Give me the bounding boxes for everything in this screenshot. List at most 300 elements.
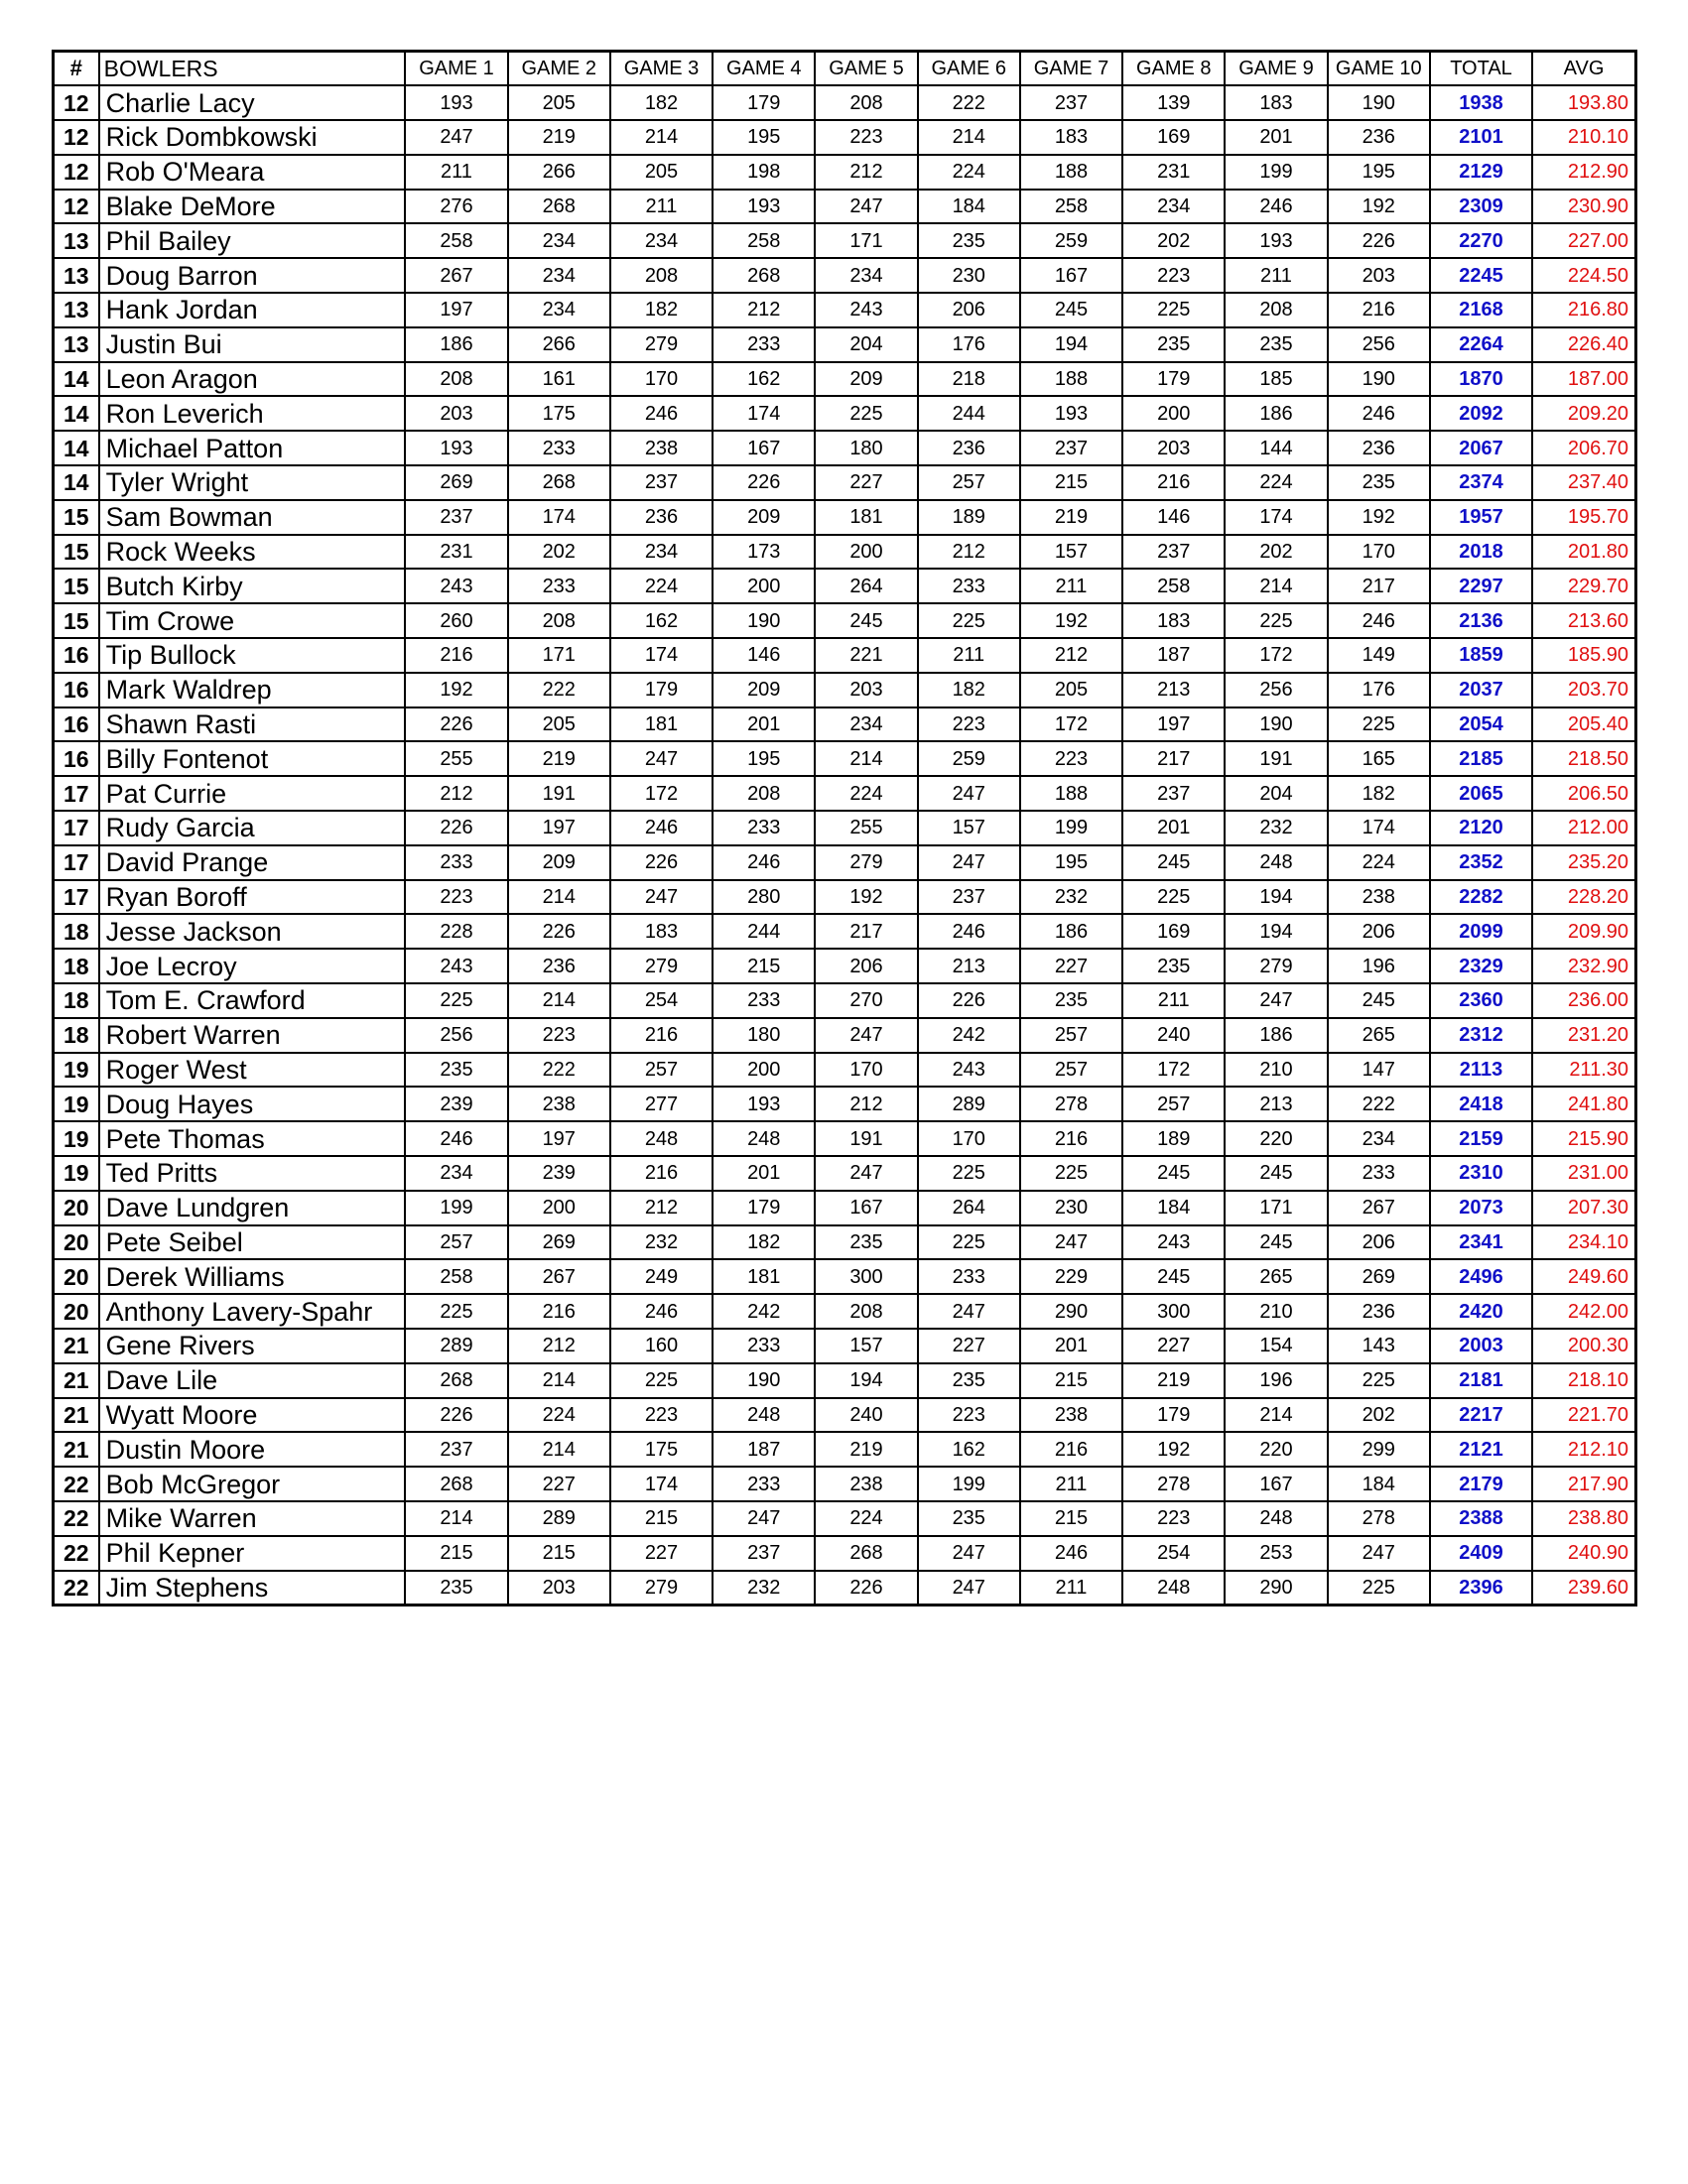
game-10-score: 235 xyxy=(1328,465,1430,500)
game-9-score: 210 xyxy=(1225,1294,1327,1329)
game-1-score: 256 xyxy=(405,1018,507,1053)
header-total: TOTAL xyxy=(1430,52,1532,86)
table-row xyxy=(54,880,1636,915)
game-1-score: 289 xyxy=(405,1329,507,1363)
total-score: 2341 xyxy=(1430,1225,1532,1260)
total-score: 2329 xyxy=(1430,949,1532,983)
game-9-score: 167 xyxy=(1225,1467,1327,1501)
game-9-score: 194 xyxy=(1225,914,1327,949)
table-row xyxy=(54,1363,1636,1398)
game-7-score: 229 xyxy=(1020,1259,1122,1294)
bowler-name: Rob O'Meara xyxy=(99,155,406,190)
average-score: 212.00 xyxy=(1532,811,1635,845)
average-score: 193.80 xyxy=(1532,85,1635,120)
game-2-score: 171 xyxy=(508,638,610,673)
header-row xyxy=(54,52,1636,86)
game-4-score: 181 xyxy=(713,1259,815,1294)
average-score: 236.00 xyxy=(1532,983,1635,1018)
game-9-score: 235 xyxy=(1225,327,1327,362)
game-9-score: 245 xyxy=(1225,1156,1327,1191)
average-score: 201.80 xyxy=(1532,535,1635,570)
game-8-score: 219 xyxy=(1122,1363,1225,1398)
table-row xyxy=(54,1156,1636,1191)
game-5-score: 209 xyxy=(815,362,917,397)
game-5-score: 223 xyxy=(815,120,917,155)
game-7-score: 257 xyxy=(1020,1053,1122,1088)
game-5-score: 235 xyxy=(815,1225,917,1260)
total-score: 2282 xyxy=(1430,880,1532,915)
average-score: 211.30 xyxy=(1532,1053,1635,1088)
game-7-score: 188 xyxy=(1020,155,1122,190)
game-5-score: 268 xyxy=(815,1536,917,1571)
game-3-score: 215 xyxy=(610,1501,713,1536)
game-9-score: 214 xyxy=(1225,1398,1327,1433)
game-6-score: 176 xyxy=(918,327,1020,362)
total-score: 2420 xyxy=(1430,1294,1532,1329)
game-3-score: 234 xyxy=(610,223,713,258)
game-3-score: 216 xyxy=(610,1018,713,1053)
header-bowlers: BOWLERS xyxy=(99,52,406,86)
game-4-score: 246 xyxy=(713,845,815,880)
game-6-score: 223 xyxy=(918,1398,1020,1433)
game-3-score: 183 xyxy=(610,914,713,949)
table-row xyxy=(54,223,1636,258)
total-score: 2120 xyxy=(1430,811,1532,845)
game-5-score: 203 xyxy=(815,673,917,707)
table-row xyxy=(54,190,1636,224)
game-4-score: 233 xyxy=(713,811,815,845)
game-2-score: 222 xyxy=(508,1053,610,1088)
bowler-name: Ted Pritts xyxy=(99,1156,406,1191)
game-1-score: 203 xyxy=(405,396,507,431)
game-4-score: 258 xyxy=(713,223,815,258)
game-8-score: 245 xyxy=(1122,1156,1225,1191)
row-number: 16 xyxy=(54,638,99,673)
game-2-score: 222 xyxy=(508,673,610,707)
game-6-score: 247 xyxy=(918,1294,1020,1329)
table-row xyxy=(54,1467,1636,1501)
game-2-score: 214 xyxy=(508,880,610,915)
game-10-score: 236 xyxy=(1328,1294,1430,1329)
game-8-score: 278 xyxy=(1122,1467,1225,1501)
game-8-score: 139 xyxy=(1122,85,1225,120)
game-7-score: 238 xyxy=(1020,1398,1122,1433)
game-6-score: 157 xyxy=(918,811,1020,845)
row-number: 19 xyxy=(54,1156,99,1191)
total-score: 2185 xyxy=(1430,741,1532,776)
total-score: 2409 xyxy=(1430,1536,1532,1571)
game-8-score: 300 xyxy=(1122,1294,1225,1329)
total-score: 2003 xyxy=(1430,1329,1532,1363)
bowler-name: Ryan Boroff xyxy=(99,880,406,915)
table-row xyxy=(54,949,1636,983)
table-row xyxy=(54,535,1636,570)
game-3-score: 237 xyxy=(610,465,713,500)
game-7-score: 219 xyxy=(1020,500,1122,535)
game-4-score: 208 xyxy=(713,776,815,811)
game-8-score: 202 xyxy=(1122,223,1225,258)
game-9-score: 279 xyxy=(1225,949,1327,983)
game-7-score: 211 xyxy=(1020,1571,1122,1606)
header-game-8: GAME 8 xyxy=(1122,52,1225,86)
game-3-score: 236 xyxy=(610,500,713,535)
game-5-score: 247 xyxy=(815,1018,917,1053)
row-number: 18 xyxy=(54,1018,99,1053)
total-score: 2037 xyxy=(1430,673,1532,707)
game-5-score: 234 xyxy=(815,258,917,293)
game-8-score: 169 xyxy=(1122,120,1225,155)
total-score: 2101 xyxy=(1430,120,1532,155)
game-8-score: 245 xyxy=(1122,845,1225,880)
total-score: 1870 xyxy=(1430,362,1532,397)
average-score: 195.70 xyxy=(1532,500,1635,535)
game-4-score: 198 xyxy=(713,155,815,190)
game-9-score: 232 xyxy=(1225,811,1327,845)
bowler-name: Pete Thomas xyxy=(99,1121,406,1156)
game-8-score: 235 xyxy=(1122,949,1225,983)
game-9-score: 186 xyxy=(1225,396,1327,431)
game-3-score: 174 xyxy=(610,1467,713,1501)
bowler-name: Tom E. Crawford xyxy=(99,983,406,1018)
bowler-name: Wyatt Moore xyxy=(99,1398,406,1433)
game-10-score: 246 xyxy=(1328,396,1430,431)
game-5-score: 192 xyxy=(815,880,917,915)
average-score: 238.80 xyxy=(1532,1501,1635,1536)
bowler-name: Joe Lecroy xyxy=(99,949,406,983)
game-9-score: 194 xyxy=(1225,880,1327,915)
total-score: 1957 xyxy=(1430,500,1532,535)
game-1-score: 226 xyxy=(405,1398,507,1433)
total-score: 2374 xyxy=(1430,465,1532,500)
bowler-name: Pete Seibel xyxy=(99,1225,406,1260)
game-9-score: 172 xyxy=(1225,638,1327,673)
game-10-score: 238 xyxy=(1328,880,1430,915)
row-number: 16 xyxy=(54,673,99,707)
table-row xyxy=(54,1571,1636,1606)
table-row xyxy=(54,776,1636,811)
row-number: 17 xyxy=(54,880,99,915)
game-9-score: 191 xyxy=(1225,741,1327,776)
game-1-score: 223 xyxy=(405,880,507,915)
bowler-name: Dustin Moore xyxy=(99,1432,406,1467)
game-3-score: 247 xyxy=(610,741,713,776)
bowler-name: Ron Leverich xyxy=(99,396,406,431)
average-score: 200.30 xyxy=(1532,1329,1635,1363)
game-4-score: 200 xyxy=(713,1053,815,1088)
table-row xyxy=(54,465,1636,500)
game-5-score: 191 xyxy=(815,1121,917,1156)
game-8-score: 203 xyxy=(1122,431,1225,465)
average-score: 218.50 xyxy=(1532,741,1635,776)
bowler-name: Justin Bui xyxy=(99,327,406,362)
table-row xyxy=(54,293,1636,327)
game-10-score: 203 xyxy=(1328,258,1430,293)
game-9-score: 248 xyxy=(1225,1501,1327,1536)
game-3-score: 205 xyxy=(610,155,713,190)
bowler-name: Michael Patton xyxy=(99,431,406,465)
game-5-score: 157 xyxy=(815,1329,917,1363)
bowler-name: Roger West xyxy=(99,1053,406,1088)
game-8-score: 172 xyxy=(1122,1053,1225,1088)
game-4-score: 237 xyxy=(713,1536,815,1571)
game-6-score: 225 xyxy=(918,1156,1020,1191)
game-10-score: 190 xyxy=(1328,85,1430,120)
game-3-score: 214 xyxy=(610,120,713,155)
table-row xyxy=(54,603,1636,638)
bowler-name: Anthony Lavery-Spahr xyxy=(99,1294,406,1329)
game-3-score: 223 xyxy=(610,1398,713,1433)
game-4-score: 233 xyxy=(713,1329,815,1363)
bowler-name: Sam Bowman xyxy=(99,500,406,535)
game-5-score: 212 xyxy=(815,155,917,190)
game-4-score: 195 xyxy=(713,120,815,155)
game-5-score: 194 xyxy=(815,1363,917,1398)
game-5-score: 221 xyxy=(815,638,917,673)
game-8-score: 179 xyxy=(1122,362,1225,397)
game-2-score: 239 xyxy=(508,1156,610,1191)
game-9-score: 183 xyxy=(1225,85,1327,120)
game-3-score: 208 xyxy=(610,258,713,293)
game-5-score: 204 xyxy=(815,327,917,362)
total-score: 2179 xyxy=(1430,1467,1532,1501)
average-score: 230.90 xyxy=(1532,190,1635,224)
game-8-score: 258 xyxy=(1122,569,1225,603)
game-8-score: 237 xyxy=(1122,776,1225,811)
game-8-score: 254 xyxy=(1122,1536,1225,1571)
game-5-score: 167 xyxy=(815,1191,917,1225)
average-score: 249.60 xyxy=(1532,1259,1635,1294)
game-3-score: 182 xyxy=(610,85,713,120)
game-10-score: 245 xyxy=(1328,983,1430,1018)
game-3-score: 182 xyxy=(610,293,713,327)
table-row xyxy=(54,914,1636,949)
row-number: 13 xyxy=(54,327,99,362)
row-number: 16 xyxy=(54,741,99,776)
game-5-score: 219 xyxy=(815,1432,917,1467)
table-row xyxy=(54,258,1636,293)
total-score: 1938 xyxy=(1430,85,1532,120)
game-7-score: 188 xyxy=(1020,362,1122,397)
row-number: 13 xyxy=(54,293,99,327)
game-2-score: 238 xyxy=(508,1087,610,1121)
total-score: 2217 xyxy=(1430,1398,1532,1433)
game-3-score: 246 xyxy=(610,811,713,845)
game-10-score: 192 xyxy=(1328,500,1430,535)
game-5-score: 212 xyxy=(815,1087,917,1121)
game-5-score: 247 xyxy=(815,190,917,224)
game-7-score: 215 xyxy=(1020,465,1122,500)
game-10-score: 195 xyxy=(1328,155,1430,190)
game-10-score: 216 xyxy=(1328,293,1430,327)
row-number: 21 xyxy=(54,1329,99,1363)
game-9-score: 154 xyxy=(1225,1329,1327,1363)
game-2-score: 234 xyxy=(508,258,610,293)
game-10-score: 225 xyxy=(1328,1363,1430,1398)
game-6-score: 247 xyxy=(918,1536,1020,1571)
game-9-score: 246 xyxy=(1225,190,1327,224)
average-score: 213.60 xyxy=(1532,603,1635,638)
game-4-score: 244 xyxy=(713,914,815,949)
total-score: 2270 xyxy=(1430,223,1532,258)
game-6-score: 225 xyxy=(918,1225,1020,1260)
average-score: 227.00 xyxy=(1532,223,1635,258)
game-7-score: 278 xyxy=(1020,1087,1122,1121)
row-number: 21 xyxy=(54,1363,99,1398)
table-row xyxy=(54,1536,1636,1571)
game-1-score: 233 xyxy=(405,845,507,880)
average-score: 232.90 xyxy=(1532,949,1635,983)
average-score: 205.40 xyxy=(1532,707,1635,742)
average-score: 239.60 xyxy=(1532,1571,1635,1606)
table-row xyxy=(54,120,1636,155)
game-1-score: 235 xyxy=(405,1571,507,1606)
game-7-score: 193 xyxy=(1020,396,1122,431)
bowler-name: Dave Lile xyxy=(99,1363,406,1398)
game-9-score: 245 xyxy=(1225,1225,1327,1260)
game-7-score: 258 xyxy=(1020,190,1122,224)
game-4-score: 247 xyxy=(713,1501,815,1536)
game-7-score: 183 xyxy=(1020,120,1122,155)
game-2-score: 236 xyxy=(508,949,610,983)
game-8-score: 192 xyxy=(1122,1432,1225,1467)
game-7-score: 172 xyxy=(1020,707,1122,742)
game-6-score: 244 xyxy=(918,396,1020,431)
game-4-score: 242 xyxy=(713,1294,815,1329)
game-2-score: 219 xyxy=(508,120,610,155)
table-row xyxy=(54,1294,1636,1329)
game-5-score: 227 xyxy=(815,465,917,500)
row-number: 14 xyxy=(54,465,99,500)
game-7-score: 247 xyxy=(1020,1225,1122,1260)
game-2-score: 200 xyxy=(508,1191,610,1225)
game-6-score: 189 xyxy=(918,500,1020,535)
game-4-score: 187 xyxy=(713,1432,815,1467)
game-3-score: 279 xyxy=(610,1571,713,1606)
game-3-score: 248 xyxy=(610,1121,713,1156)
game-8-score: 235 xyxy=(1122,327,1225,362)
game-10-score: 265 xyxy=(1328,1018,1430,1053)
game-4-score: 195 xyxy=(713,741,815,776)
game-9-score: 248 xyxy=(1225,845,1327,880)
bowler-name: Butch Kirby xyxy=(99,569,406,603)
game-3-score: 227 xyxy=(610,1536,713,1571)
row-number: 20 xyxy=(54,1294,99,1329)
row-number: 19 xyxy=(54,1053,99,1088)
row-number: 18 xyxy=(54,983,99,1018)
game-2-score: 227 xyxy=(508,1467,610,1501)
average-score: 228.20 xyxy=(1532,880,1635,915)
game-5-score: 270 xyxy=(815,983,917,1018)
game-5-score: 300 xyxy=(815,1259,917,1294)
table-row xyxy=(54,1225,1636,1260)
game-5-score: 170 xyxy=(815,1053,917,1088)
game-7-score: 225 xyxy=(1020,1156,1122,1191)
game-8-score: 197 xyxy=(1122,707,1225,742)
game-1-score: 215 xyxy=(405,1536,507,1571)
game-10-score: 234 xyxy=(1328,1121,1430,1156)
game-2-score: 208 xyxy=(508,603,610,638)
game-2-score: 209 xyxy=(508,845,610,880)
game-9-score: 185 xyxy=(1225,362,1327,397)
total-score: 2092 xyxy=(1430,396,1532,431)
game-8-score: 169 xyxy=(1122,914,1225,949)
game-1-score: 231 xyxy=(405,535,507,570)
game-1-score: 246 xyxy=(405,1121,507,1156)
game-1-score: 257 xyxy=(405,1225,507,1260)
game-7-score: 212 xyxy=(1020,638,1122,673)
game-7-score: 235 xyxy=(1020,983,1122,1018)
game-8-score: 201 xyxy=(1122,811,1225,845)
game-10-score: 233 xyxy=(1328,1156,1430,1191)
total-score: 2168 xyxy=(1430,293,1532,327)
game-6-score: 259 xyxy=(918,741,1020,776)
table-row xyxy=(54,1018,1636,1053)
game-1-score: 255 xyxy=(405,741,507,776)
bowler-name: Robert Warren xyxy=(99,1018,406,1053)
game-7-score: 192 xyxy=(1020,603,1122,638)
table-row xyxy=(54,1191,1636,1225)
average-score: 218.10 xyxy=(1532,1363,1635,1398)
game-9-score: 256 xyxy=(1225,673,1327,707)
game-8-score: 187 xyxy=(1122,638,1225,673)
header-number: # xyxy=(54,52,99,86)
table-row xyxy=(54,569,1636,603)
average-score: 207.30 xyxy=(1532,1191,1635,1225)
game-4-score: 233 xyxy=(713,983,815,1018)
game-1-score: 258 xyxy=(405,1259,507,1294)
average-score: 209.20 xyxy=(1532,396,1635,431)
game-4-score: 212 xyxy=(713,293,815,327)
game-9-score: 214 xyxy=(1225,569,1327,603)
table-row xyxy=(54,85,1636,120)
total-score: 2352 xyxy=(1430,845,1532,880)
game-2-score: 268 xyxy=(508,190,610,224)
game-1-score: 225 xyxy=(405,983,507,1018)
game-9-score: 210 xyxy=(1225,1053,1327,1088)
game-10-score: 256 xyxy=(1328,327,1430,362)
game-1-score: 258 xyxy=(405,223,507,258)
total-score: 2065 xyxy=(1430,776,1532,811)
game-10-score: 299 xyxy=(1328,1432,1430,1467)
bowler-name: Mark Waldrep xyxy=(99,673,406,707)
game-7-score: 290 xyxy=(1020,1294,1122,1329)
total-score: 2136 xyxy=(1430,603,1532,638)
game-6-score: 226 xyxy=(918,983,1020,1018)
row-number: 15 xyxy=(54,603,99,638)
game-6-score: 233 xyxy=(918,1259,1020,1294)
game-1-score: 199 xyxy=(405,1191,507,1225)
row-number: 14 xyxy=(54,362,99,397)
game-4-score: 162 xyxy=(713,362,815,397)
row-number: 14 xyxy=(54,396,99,431)
game-6-score: 224 xyxy=(918,155,1020,190)
game-3-score: 234 xyxy=(610,535,713,570)
game-6-score: 236 xyxy=(918,431,1020,465)
game-2-score: 214 xyxy=(508,983,610,1018)
game-7-score: 227 xyxy=(1020,949,1122,983)
game-7-score: 259 xyxy=(1020,223,1122,258)
row-number: 20 xyxy=(54,1225,99,1260)
game-9-score: 186 xyxy=(1225,1018,1327,1053)
game-5-score: 171 xyxy=(815,223,917,258)
game-7-score: 216 xyxy=(1020,1432,1122,1467)
game-6-score: 247 xyxy=(918,776,1020,811)
game-5-score: 247 xyxy=(815,1156,917,1191)
row-number: 17 xyxy=(54,811,99,845)
bowler-name: Bob McGregor xyxy=(99,1467,406,1501)
bowler-name: Rick Dombkowski xyxy=(99,120,406,155)
row-number: 17 xyxy=(54,776,99,811)
